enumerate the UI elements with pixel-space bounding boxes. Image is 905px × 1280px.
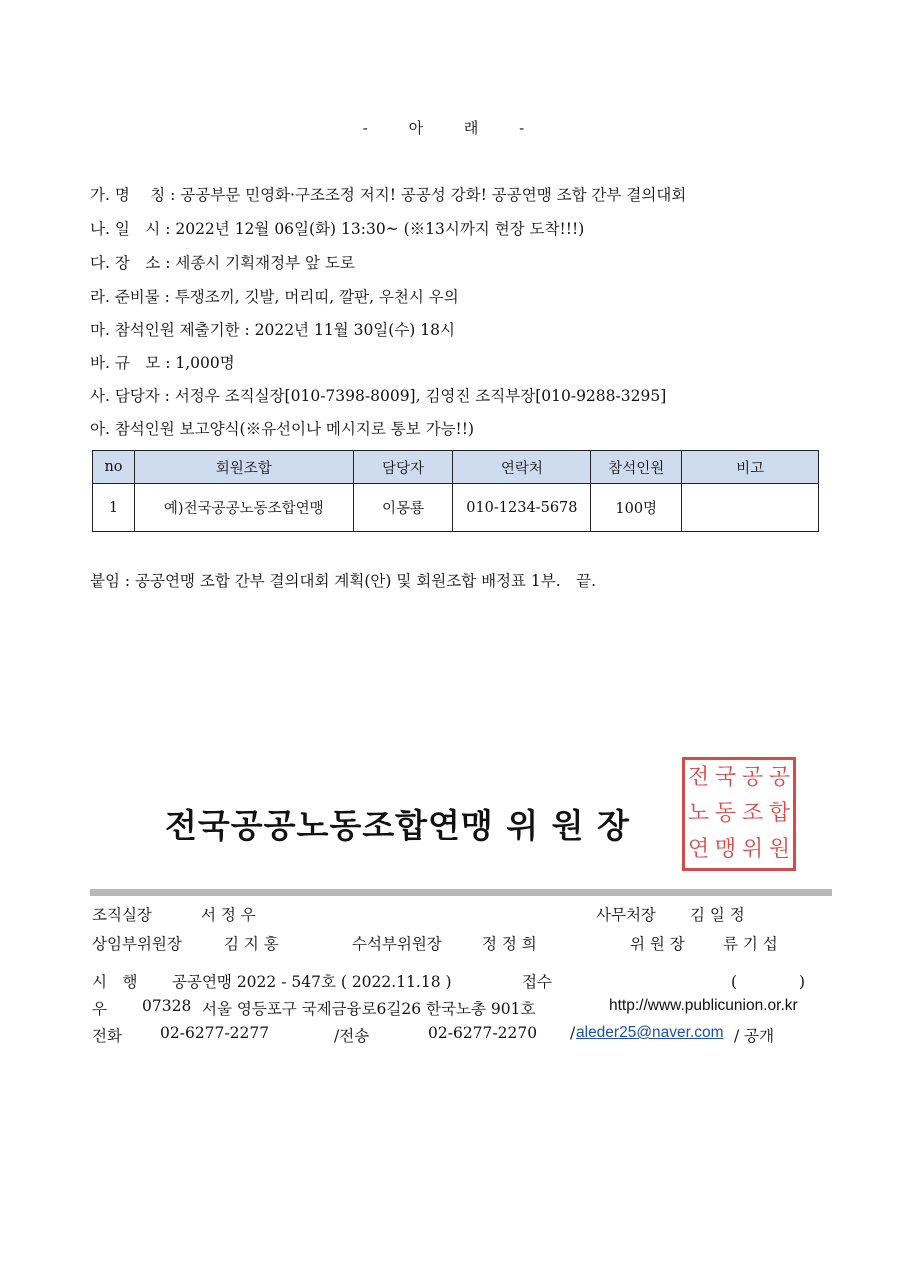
official-seal: 전 국 공 공 노 동 조 합 연 맹 위 원 xyxy=(682,757,796,871)
divider xyxy=(90,889,832,896)
address: 서울 영등포구 국제금융로6길26 한국노총 901호 xyxy=(202,1000,536,1018)
attendance-table xyxy=(92,450,819,532)
org-chief-label: 조직실장 xyxy=(92,906,152,924)
sec-gen-name: 김 일 정 xyxy=(690,906,745,924)
item-supplies: 라. 준비물 : 투쟁조끼, 깃발, 머리띠, 깔판, 우천시 우의 xyxy=(90,288,459,306)
table-header-row xyxy=(93,451,819,484)
col-phone: 연락처 xyxy=(453,451,591,484)
item-location: 다. 장 소 : 세종시 기획재정부 앞 도로 xyxy=(90,254,355,272)
cell-attendees: 100명 xyxy=(591,484,682,532)
col-attendees: 참석인원 xyxy=(591,451,682,484)
item-datetime: 나. 일 시 : 2022년 12월 06일(화) 13:30~ (※13시까지 현장 도착!!!) xyxy=(90,220,585,238)
cell-manager: 이몽룡 xyxy=(353,484,453,532)
col-remarks: 비고 xyxy=(682,451,819,484)
col-union: 회원조합 xyxy=(134,451,353,484)
item-contact-person: 사. 담당자 : 서정우 조직실장[010-7398-8009], 김영진 조직부장[010-9288-3295] xyxy=(90,387,667,405)
cell-union: 예)전국공공노동조합연맹 xyxy=(134,484,353,532)
fax-number: 02-6277-2270 xyxy=(428,1024,538,1042)
chair-label: 위 원 장 xyxy=(630,935,685,953)
item-name: 가. 명 칭 : 공공부문 민영화·구조조정 저지! 공공성 강화! 공공연맹 조합 간부 결의대회 xyxy=(90,186,687,204)
receipt-value: ( ) xyxy=(731,973,806,991)
phone-number: 02-6277-2277 xyxy=(160,1024,270,1042)
attachment-note: 붙임 : 공공연맹 조합 간부 결의대회 계획(안) 및 회원조합 배정표 1부. 끝. xyxy=(90,572,597,590)
disclosure-label: / 공개 xyxy=(734,1027,775,1045)
org-chief-name: 서 정 우 xyxy=(201,906,256,924)
col-manager: 담당자 xyxy=(353,451,453,484)
postcode-label: 우 xyxy=(92,1000,107,1018)
email-link[interactable]: aleder25@naver.com xyxy=(576,1024,724,1041)
senior-vp-name: 정 정 희 xyxy=(482,935,537,953)
standing-vp-name: 김 지 홍 xyxy=(224,935,279,953)
signature-line: 전국공공노동조합연맹 위 원 장 xyxy=(165,806,630,845)
item-report-form: 아. 참석인원 보고양식(※유선이나 메시지로 통보 가능!!) xyxy=(90,420,475,438)
cell-no: 1 xyxy=(93,484,135,532)
cell-phone: 010-1234-5678 xyxy=(453,484,591,532)
standing-vp-label: 상임부위원장 xyxy=(92,935,182,953)
cell-remarks xyxy=(682,484,819,532)
col-no: no xyxy=(93,451,135,484)
receipt-label: 접수 xyxy=(522,973,552,991)
phone-label: 전화 xyxy=(92,1027,122,1045)
email-prefix: / xyxy=(570,1024,576,1042)
website-link[interactable]: http://www.publicunion.or.kr xyxy=(609,997,798,1014)
table-row xyxy=(93,484,819,532)
senior-vp-label: 수석부위원장 xyxy=(352,935,442,953)
chair-name: 류 기 섭 xyxy=(723,935,778,953)
section-heading: - 아 래 - xyxy=(362,119,543,137)
item-deadline: 마. 참석인원 제출기한 : 2022년 11월 30일(수) 18시 xyxy=(90,321,455,339)
item-scale: 바. 규 모 : 1,000명 xyxy=(90,354,235,372)
sec-gen-label: 사무처장 xyxy=(596,906,656,924)
fax-label: /전송 xyxy=(334,1027,370,1045)
postcode: 07328 xyxy=(142,997,192,1015)
issue-number: 공공연맹 2022 - 547호 ( 2022.11.18 ) xyxy=(172,973,452,991)
issue-label: 시 행 xyxy=(92,973,138,991)
